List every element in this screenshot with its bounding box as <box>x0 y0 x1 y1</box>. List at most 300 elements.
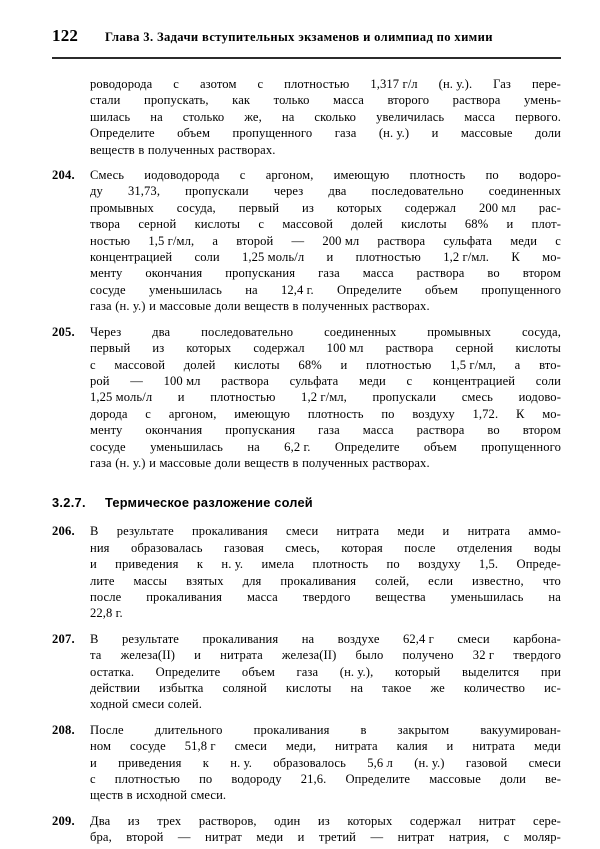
word: (н. у.) <box>115 455 146 470</box>
word: Определите <box>155 664 221 679</box>
word: (н. у.) <box>378 126 410 141</box>
word: веществ <box>244 455 289 470</box>
word: (н. у.) <box>414 755 445 770</box>
word: моляр- <box>523 830 561 845</box>
word: смеси. <box>190 788 227 803</box>
word: исходной <box>136 788 188 803</box>
word: ностью <box>90 233 131 248</box>
page-number: 122 <box>52 26 79 45</box>
word: к <box>202 755 209 770</box>
word: плотность <box>409 168 466 183</box>
word: смеси <box>528 755 561 770</box>
word: смеси <box>234 739 267 754</box>
word: а <box>212 233 219 248</box>
word: доли <box>535 126 561 141</box>
word: газа <box>334 126 357 141</box>
text-line <box>90 540 561 556</box>
word: пропускать, <box>144 93 209 108</box>
word: рой <box>90 373 110 388</box>
text-line <box>90 647 561 663</box>
word: кислоты <box>234 357 280 372</box>
word: веществ <box>244 299 289 314</box>
text-line <box>90 373 561 389</box>
problem-209 <box>52 813 561 846</box>
word: сульфата <box>443 233 493 248</box>
word: соли <box>194 250 220 265</box>
word: (н. у.) <box>115 299 146 314</box>
word: раствора <box>416 423 465 438</box>
problem-list <box>52 167 561 846</box>
problem-number: 208. <box>52 722 75 737</box>
word: соли <box>535 373 561 388</box>
word: кислоты <box>401 217 447 232</box>
text-line <box>90 573 561 589</box>
word: во <box>487 423 500 438</box>
word: Смесь <box>90 168 125 183</box>
word: в <box>292 455 299 470</box>
text-line <box>90 357 561 373</box>
word: 31,73, <box>127 184 161 199</box>
word: пропускания <box>225 423 296 438</box>
text-line <box>90 298 561 314</box>
text-line <box>90 92 561 108</box>
word: умень- <box>524 93 561 108</box>
problem-205 <box>52 324 561 472</box>
word: газа <box>318 266 340 281</box>
word: на <box>245 282 258 297</box>
word: Определите <box>337 282 402 297</box>
word: имела <box>261 557 295 572</box>
word: прокаливания <box>191 524 268 539</box>
text-line <box>90 589 561 605</box>
word: масса <box>362 423 394 438</box>
word: и <box>431 126 439 141</box>
word: азотом <box>199 77 237 91</box>
word: один <box>274 813 301 828</box>
word: с <box>258 217 265 232</box>
word: в <box>126 788 133 803</box>
problem-number: 206. <box>52 524 75 539</box>
word: 6,2 г. <box>284 439 311 454</box>
word: и <box>446 739 454 754</box>
word: аргоном, <box>265 168 314 183</box>
word: сколько <box>314 109 357 124</box>
word: смесь <box>461 390 493 405</box>
word: из <box>152 341 165 356</box>
word: содержал <box>253 341 305 356</box>
word: карбона- <box>513 631 561 646</box>
word: сосуде <box>90 439 126 454</box>
word: Опреде- <box>516 557 561 572</box>
problem-206 <box>52 523 561 621</box>
word: второй <box>126 830 164 845</box>
word: Определите <box>345 772 411 787</box>
text-line <box>90 422 561 438</box>
word: и <box>90 755 97 770</box>
word: аргоном, <box>168 406 217 421</box>
word: действии <box>90 681 141 695</box>
word: и <box>506 217 514 232</box>
word: по <box>485 168 499 183</box>
word: водороду <box>231 772 282 787</box>
word: было <box>355 648 384 663</box>
word: массовые <box>159 299 212 314</box>
text-line <box>90 142 561 158</box>
word: пропущенного <box>232 126 313 141</box>
word: вещества <box>375 589 426 604</box>
word: 1,5 г/мл, <box>148 233 195 248</box>
word: в <box>292 299 299 314</box>
word: последовательно <box>201 324 294 339</box>
word: растворах. <box>372 455 430 470</box>
word: если <box>428 573 454 588</box>
word: — <box>291 233 305 248</box>
word: 1,317 г/л <box>370 77 418 91</box>
word: и <box>90 557 97 572</box>
text-line <box>90 109 561 125</box>
word: имеющую <box>333 168 390 183</box>
word: (н. у.). <box>438 77 473 91</box>
word: с <box>173 77 179 91</box>
word: раствора <box>377 233 426 248</box>
word: нитрата <box>472 739 515 754</box>
word: только <box>273 93 310 108</box>
word: и <box>340 357 348 372</box>
word: и <box>149 455 156 470</box>
word: — <box>130 373 143 388</box>
word: прокаливания <box>202 631 279 646</box>
word: которых <box>336 200 382 215</box>
word: концентрацией <box>90 250 173 265</box>
word: прокаливания <box>280 573 357 588</box>
word: бра, <box>90 830 112 845</box>
word: а <box>514 357 521 372</box>
word: 21,6. <box>300 772 327 787</box>
word: газа <box>296 664 319 679</box>
word: объем <box>424 282 458 297</box>
word: 200 мл <box>479 200 516 215</box>
word: 1,72. <box>472 406 499 421</box>
problem-204 <box>52 167 561 315</box>
word: по <box>386 557 400 572</box>
word: доли <box>214 299 241 314</box>
word: кислоты <box>285 681 332 695</box>
word: 1,5. <box>478 557 499 572</box>
word: массовые <box>159 455 212 470</box>
word: количество <box>463 681 525 695</box>
word: Через <box>90 324 122 339</box>
word: та <box>90 648 102 663</box>
text-line <box>90 167 561 183</box>
word: воздуху <box>412 406 455 421</box>
word: меди <box>510 233 538 248</box>
text-line <box>90 696 561 712</box>
word: смеси <box>132 697 165 712</box>
word: нитрат <box>397 830 435 845</box>
word: 1,5 г/мл, <box>450 357 496 372</box>
word: солей, <box>375 573 410 588</box>
word: воздухе <box>337 631 380 646</box>
text-line <box>90 125 561 141</box>
word: твердого <box>302 589 351 604</box>
word: длительного <box>154 722 223 737</box>
word: ве- <box>545 772 561 787</box>
word: ния <box>90 540 110 555</box>
word: концентрацией <box>432 373 516 388</box>
word: на <box>301 631 315 646</box>
word: нитрата <box>336 524 380 539</box>
word: 1,25 моль/л <box>90 390 153 405</box>
word: пропускания <box>225 266 296 281</box>
word: калия <box>396 739 428 754</box>
word: сосуда, <box>521 324 561 339</box>
word: 5,6 л <box>367 755 393 770</box>
word: смесь, <box>285 540 320 555</box>
word: после <box>90 589 122 604</box>
word: 1,2 г/мл. <box>443 250 490 265</box>
word: 200 мл <box>322 233 360 248</box>
word: массовые <box>460 126 513 141</box>
word: по <box>381 406 395 421</box>
word: плотностью <box>366 357 432 372</box>
word: раствора <box>221 373 269 388</box>
problem-number: 207. <box>52 631 75 646</box>
section-number: 3.2.7. <box>52 495 86 511</box>
word: менту <box>90 266 123 281</box>
word: такое <box>382 681 412 695</box>
word: менту <box>90 423 123 438</box>
word: веществ <box>90 142 135 157</box>
word: растворов, <box>198 813 257 828</box>
word: воздуху <box>418 557 461 572</box>
word: растворах. <box>218 142 276 157</box>
word: пропускали <box>372 390 437 405</box>
text-line <box>90 200 561 216</box>
text-line <box>90 664 561 680</box>
text-line <box>90 439 561 455</box>
word: в <box>360 722 367 737</box>
word: же, <box>244 109 262 124</box>
word: два <box>152 324 171 339</box>
text-line <box>90 738 561 754</box>
word: избытка <box>159 681 204 695</box>
word: втором <box>522 423 561 438</box>
word: плотностью <box>114 772 181 787</box>
word: 1,25 моль/л <box>242 250 305 265</box>
word: взятых <box>186 573 224 588</box>
word: ду <box>90 184 103 199</box>
section-title: Термическое разложение солей <box>105 495 313 511</box>
word: иодоводорода <box>144 168 220 183</box>
word: масса <box>246 589 278 604</box>
word: меди <box>256 830 284 845</box>
word: массовой <box>282 217 333 232</box>
word: газа <box>318 423 340 438</box>
word: с <box>90 357 96 372</box>
word: на <box>150 109 163 124</box>
word: с <box>257 77 264 91</box>
word: которая <box>341 540 383 555</box>
text-line <box>90 722 561 738</box>
word: сере- <box>533 813 561 828</box>
word: шилась <box>90 109 131 124</box>
continued-paragraph <box>90 76 561 158</box>
word: результате <box>121 631 179 646</box>
word: сосуде <box>130 739 166 754</box>
header-divider-rule <box>52 57 561 59</box>
word: как <box>232 93 251 108</box>
text-line <box>90 216 561 232</box>
word: второго <box>387 93 430 108</box>
word: имеющую <box>234 406 291 421</box>
word: промывных <box>90 200 154 215</box>
word: мо- <box>542 406 561 421</box>
text-line <box>90 605 561 621</box>
word: 1,2 г/мл, <box>301 390 347 405</box>
word: получено <box>402 648 454 663</box>
problem-207 <box>52 631 561 713</box>
word: второй <box>236 233 274 248</box>
word: прокаливания <box>146 589 223 604</box>
word: нитрат <box>205 830 242 845</box>
word: 51,8 г <box>184 739 216 754</box>
word: при <box>540 664 561 679</box>
word: солей. <box>167 697 202 712</box>
word: пропускали <box>185 184 249 199</box>
word: содержал <box>404 200 457 215</box>
word: которых <box>186 341 232 356</box>
word: массовые <box>429 772 481 787</box>
word: меди <box>397 524 425 539</box>
word: лите <box>90 573 115 588</box>
word: приведения <box>115 557 179 572</box>
word: промывных <box>427 324 492 339</box>
running-head <box>52 26 561 46</box>
word: остатка. <box>90 664 135 679</box>
word: долей <box>183 357 216 372</box>
word: роводорода <box>90 77 153 91</box>
word: воды <box>533 540 561 555</box>
word: с <box>145 406 151 421</box>
word: 68% <box>464 217 489 232</box>
word: и <box>442 524 450 539</box>
word: В <box>90 524 99 539</box>
word: нитрата <box>335 739 378 754</box>
text-line <box>90 556 561 572</box>
word: и <box>177 390 185 405</box>
word: газовая <box>224 540 264 555</box>
word: плотностью <box>355 250 421 265</box>
text-line <box>90 771 561 787</box>
page-body <box>52 76 561 846</box>
word: 100 мл <box>326 341 364 356</box>
word: во <box>487 266 500 281</box>
text-line <box>90 755 561 771</box>
word: сосуда, <box>176 200 216 215</box>
problem-208 <box>52 722 561 804</box>
word: и <box>194 648 202 663</box>
word: образовалось <box>273 755 346 770</box>
word: на <box>281 109 295 124</box>
word: долей <box>351 217 383 232</box>
word: плотностью <box>210 390 276 405</box>
word: полученных <box>302 299 369 314</box>
word: втором <box>522 266 561 281</box>
word: из <box>127 813 140 828</box>
word: масса <box>464 109 496 124</box>
text-line <box>90 324 561 340</box>
text-line <box>90 631 561 647</box>
word: н. у. <box>230 755 252 770</box>
word: железа(II) <box>281 648 337 663</box>
word: массовой <box>114 357 166 372</box>
word: массы <box>133 573 168 588</box>
word: уменьшилась <box>149 282 222 297</box>
word: с <box>90 772 96 787</box>
word: Два <box>90 813 111 828</box>
word: растворах. <box>372 299 430 314</box>
word: соляной <box>222 681 267 695</box>
word: по <box>199 772 213 787</box>
word: в <box>138 142 145 157</box>
word: на <box>350 681 364 695</box>
word: выделится <box>461 664 520 679</box>
word: отделения <box>456 540 513 555</box>
word: соединенных <box>488 184 561 199</box>
text-line <box>90 406 561 422</box>
word: нитрата <box>467 524 511 539</box>
word: первый <box>90 341 131 356</box>
word: дорода <box>90 406 128 421</box>
word: железа(II) <box>120 648 176 663</box>
word: 68% <box>298 357 322 372</box>
word: закрытом <box>397 722 450 737</box>
word: После <box>90 722 124 737</box>
word: первый <box>238 200 280 215</box>
word: полученных <box>147 142 215 157</box>
word: на <box>247 439 260 454</box>
word: К <box>511 250 520 265</box>
word: твора <box>90 217 121 232</box>
word: В <box>90 631 99 646</box>
word: через <box>273 184 304 199</box>
word: столько <box>182 109 225 124</box>
text-line <box>90 787 561 803</box>
word: с <box>503 830 510 845</box>
word: смеси <box>457 631 490 646</box>
word: с <box>555 233 561 248</box>
word: увеличилась <box>376 109 445 124</box>
chapter-title: Глава 3. Задачи вступительных экзаменов и олимпиад по химии <box>105 30 493 44</box>
word: результате <box>116 524 174 539</box>
problem-number: 209. <box>52 813 75 828</box>
word: на <box>548 589 561 604</box>
word: плот- <box>531 217 561 232</box>
word: доли <box>214 455 241 470</box>
word: 62,4 г <box>403 631 434 646</box>
word: серной <box>138 217 177 232</box>
text-line <box>90 183 561 199</box>
word: плотность <box>312 557 369 572</box>
word: уменьшилась <box>450 589 524 604</box>
word: серной <box>455 341 494 356</box>
text-line <box>90 455 561 471</box>
word: содержал <box>409 813 462 828</box>
text-line <box>90 680 561 696</box>
word: меди, <box>285 739 317 754</box>
word: газовой <box>465 755 508 770</box>
text-line <box>90 523 561 539</box>
